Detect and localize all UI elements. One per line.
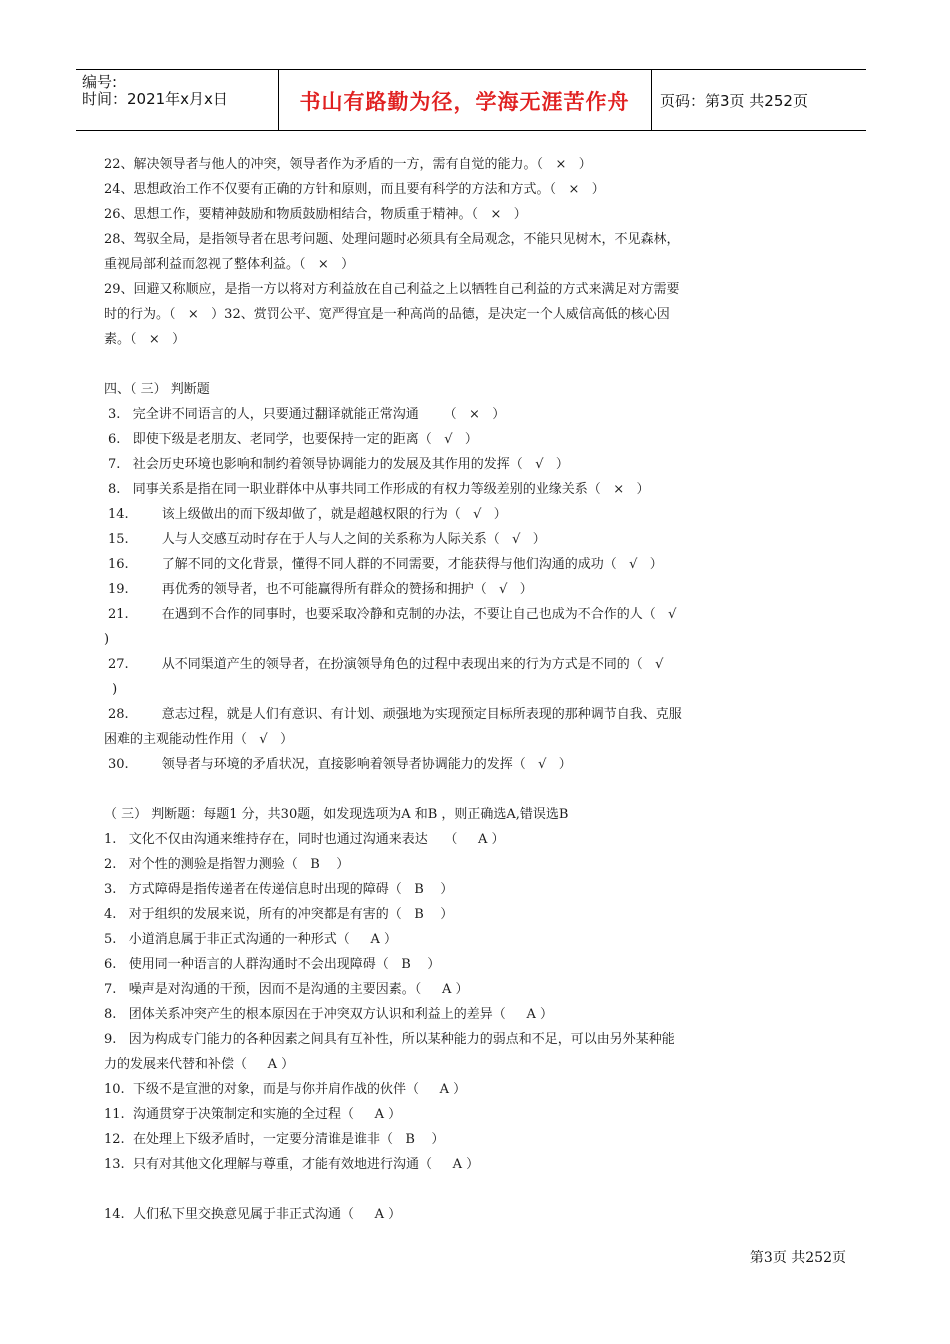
page-footer: 第3页 共252页 (749, 1250, 846, 1266)
text-line: 5. 小道消息属于非正式沟通的一种形式（ A ） (104, 932, 397, 947)
text-line: 8. 同事关系是指在同一职业群体中从事共同工作形成的有权力等级差别的业缘关系（ × ） (108, 482, 650, 497)
text-line: 素。（ × ） (104, 332, 186, 347)
text-line: （ 三） 判断题：每题1 分，共30题，如发现选项为A 和B ，则正确选A,错误选B (104, 807, 569, 822)
text-line: 21. 在遇到不合作的同事时，也要采取冷静和克制的办法，不要让自己也成为不合作的人（ √ (108, 607, 677, 622)
text-line: 四、（ 三） 判断题 (104, 382, 210, 397)
header-motto: 书山有路勤为径，学海无涯苦作舟 (299, 90, 630, 114)
text-line: 14. 该上级做出的而下级却做了，就是超越权限的行为（ √ ） (108, 507, 507, 522)
text-line: 7. 噪声是对沟通的干预，因而不是沟通的主要因素。（ A ） (104, 982, 469, 997)
document-number-label: 编号: (82, 73, 118, 91)
text-line: 3. 方式障碍是指传递者在传递信息时出现的障碍（ B ） (104, 882, 454, 897)
text-line: 13. 只有对其他文化理解与尊重，才能有效地进行沟通（ A ） (104, 1157, 480, 1172)
paragraph-gap (104, 1177, 840, 1202)
text-line: 29、回避又称顺应，是指一方以将对方利益放在自己利益之上以牺牲自己利益的方式来满足对方需要 (104, 282, 680, 297)
text-line: ) (104, 632, 110, 647)
page-header (76, 69, 866, 131)
text-line: 6. 使用同一种语言的人群沟通时不会出现障碍（ B ） (104, 957, 441, 972)
text-line: 力的发展来代替和补偿（ A ） (104, 1057, 295, 1072)
text-line: ) (108, 682, 118, 697)
text-line: 19. 再优秀的领导者，也不可能赢得所有群众的赞扬和拥护（ √ ） (108, 582, 533, 597)
text-line: 2. 对个性的测验是指智力测验（ B ） (104, 857, 350, 872)
text-line: 14. 人们私下里交换意见属于非正式沟通（ A ） (104, 1207, 402, 1222)
header-motto-cell (278, 70, 652, 130)
text-line: 10. 下级不是宣泄的对象，而是与你并肩作战的伙伴（ A ） (104, 1082, 467, 1097)
text-line: 26、思想工作，要精神鼓励和物质鼓励相结合，物质重于精神。（ × ） (104, 207, 527, 222)
text-line: 22、解决领导者与他人的冲突，领导者作为矛盾的一方，需有自觉的能力。（ × ） (104, 157, 592, 172)
text-line: 时的行为。（ × ）32、赏罚公平、宽严得宜是一种高尚的品德，是决定一个人威信高低的核心因 (104, 307, 670, 322)
text-line: 6. 即使下级是老朋友、老同学，也要保持一定的距离（ √ ） (108, 432, 478, 447)
text-line: 9. 因为构成专门能力的各种因素之间具有互补性，所以某种能力的弱点和不足，可以由另外某种能 (104, 1032, 675, 1047)
text-line: 4. 对于组织的发展来说，所有的冲突都是有害的（ B ） (104, 907, 454, 922)
document-body (104, 152, 840, 1227)
paragraph-gap (104, 777, 840, 802)
header-meta-cell (76, 70, 279, 130)
text-line: 30. 领导者与环境的矛盾状况，直接影响着领导者协调能力的发挥（ √ ） (108, 757, 572, 772)
text-line: 7. 社会历史环境也影响和制约着领导协调能力的发展及其作用的发挥（ √ ） (108, 457, 569, 472)
text-line: 困难的主观能动性作用（ √ ） (104, 732, 294, 747)
text-line: 28、驾驭全局，是指领导者在思考问题、处理问题时必须具有全局观念，不能只见树木，不见森林， (104, 232, 680, 247)
document-time-label: 时间：2021年x月x日 (82, 90, 228, 108)
text-line: 重视局部利益而忽视了整体利益。（ × ） (104, 257, 355, 272)
text-line: 8. 团体关系冲突产生的根本原因在于冲突双方认识和利益上的差异（ A ） (104, 1007, 553, 1022)
text-line: 28. 意志过程，就是人们有意识、有计划、顽强地为实现预定目标所表现的那种调节自我、克服 (108, 707, 682, 722)
text-line: 16. 了解不同的文化背景，懂得不同人群的不同需要，才能获得与他们沟通的成功（ √ ） (108, 557, 663, 572)
header-page-code: 页码：第3页 共252页 (660, 92, 808, 110)
text-line: 1. 文化不仅由沟通来维持存在，同时也通过沟通来表达 （ A ） (104, 832, 505, 847)
text-line: 24、思想政治工作不仅要有正确的方针和原则，而且要有科学的方法和方式。（ × ） (104, 182, 605, 197)
text-line: 3. 完全讲不同语言的人，只要通过翻译就能正常沟通 （ × ） (108, 407, 506, 422)
text-line: 27. 从不同渠道产生的领导者，在扮演领导角色的过程中表现出来的行为方式是不同的（ √ (108, 657, 664, 672)
text-line: 15. 人与人交感互动时存在于人与人之间的关系称为人际关系（ √ ） (108, 532, 546, 547)
text-line: 11. 沟通贯穿于决策制定和实施的全过程（ A ） (104, 1107, 402, 1122)
header-page-cell (651, 70, 866, 130)
text-line: 12. 在处理上下级矛盾时，一定要分清谁是谁非（ B ） (104, 1132, 445, 1147)
paragraph-gap (104, 352, 840, 377)
